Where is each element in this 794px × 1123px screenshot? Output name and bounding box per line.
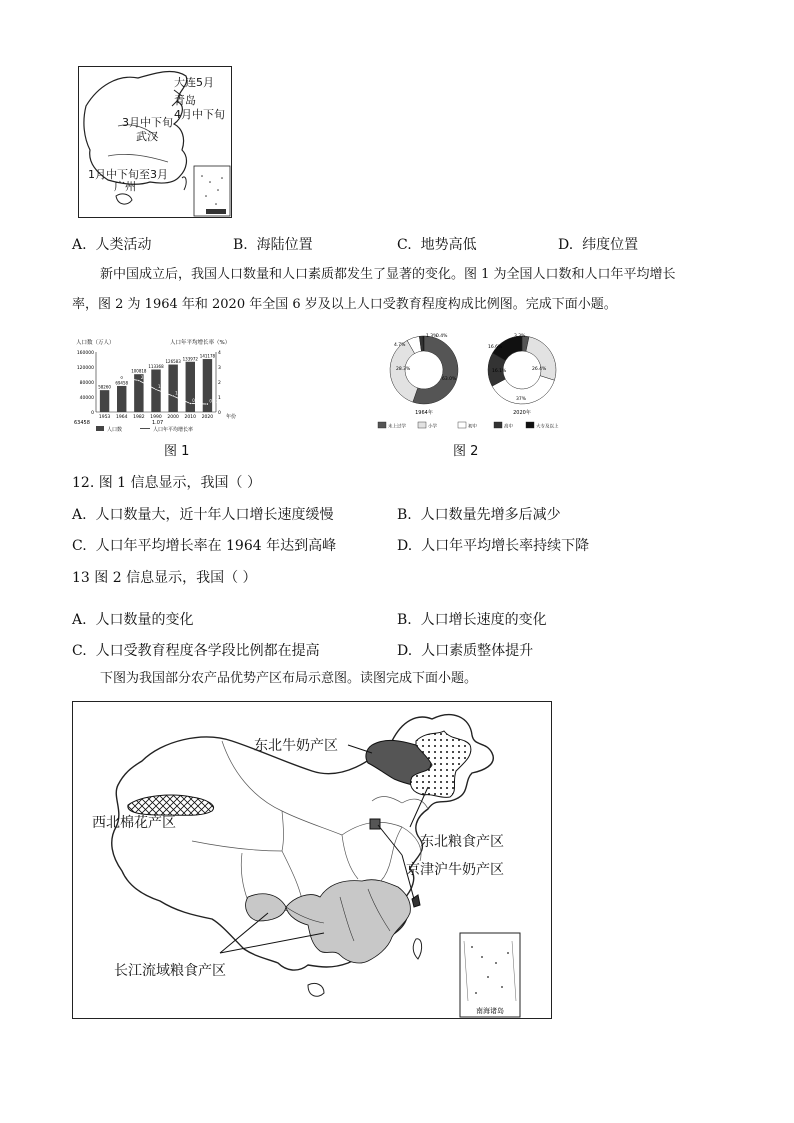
intro-1-line-2: 率，图 2 为 1964 年和 2020 年全国 6 岁及以上人口受教育程度构成比例图。完成下面小题。: [72, 297, 617, 312]
fig2-legend-swatch: [458, 422, 466, 428]
d2-vl-4: 16.6%: [488, 345, 503, 350]
fig1-category-label: 2000: [167, 415, 179, 420]
d1-vl-4: 63.0%: [442, 377, 457, 382]
top-map-label-wuhan-date: 3月中下旬: [122, 116, 173, 129]
q13-stem: 13 图 2 信息显示，我国（ ）: [72, 570, 257, 586]
top-map-label-guangzhou-date: 1月中下旬至3月: [88, 168, 168, 181]
fig1-left-tick: 80000: [79, 381, 94, 386]
top-map: [78, 66, 232, 218]
q12-option-b[interactable]: B. 人口数量先增多后减少: [397, 507, 561, 523]
q12-option-c[interactable]: C. 人口年平均增长率在 1964 年达到高峰: [72, 538, 337, 554]
d1-vl-2: 4.7%: [394, 343, 406, 348]
d1-vl-0: 1.3%: [426, 334, 438, 339]
q11-option-a[interactable]: A. 人类活动: [72, 237, 152, 253]
label-northeast-grain: 东北粮食产区: [420, 834, 504, 850]
fig1-y-left-label: 人口数（万人）: [76, 340, 115, 346]
q11-option-b[interactable]: B. 海陆位置: [233, 237, 313, 253]
fig1-bar-label: 133972: [182, 356, 198, 362]
fig1-rate-point: [121, 377, 123, 379]
figure-1: [74, 334, 240, 434]
south-china-sea-inset: [460, 933, 520, 1017]
fig1-right-tick: 3: [218, 366, 221, 371]
fig1-left-tick: 120000: [76, 366, 94, 371]
top-map-label-wuhan: 武汉: [136, 130, 158, 143]
top-map-label-qingdao: 青岛: [174, 94, 196, 107]
figure-1-chart: [74, 334, 240, 434]
fig1-right-tick: 2: [218, 381, 221, 386]
fig1-bar: [168, 365, 177, 412]
fig1-rate-point: [155, 389, 157, 391]
q13-option-c[interactable]: C. 人口受教育程度各学段比例都在提高: [72, 643, 320, 659]
fig1-category-label: 2020: [201, 415, 214, 420]
d2-vl-3: 16.1%: [492, 369, 507, 374]
fig1-x-unit: 年份: [226, 414, 237, 420]
fig1-rate-point: [172, 395, 174, 397]
label-yangtze-grain: 长江流域粮食产区: [114, 963, 226, 979]
fig2-legend-swatch: [526, 422, 534, 428]
label-northeast-milk: 东北牛奶产区: [254, 738, 338, 754]
d1-vl-3: 28.3%: [396, 367, 411, 372]
fig1-rate-point: [138, 380, 140, 382]
fig1-right-tick: 0: [218, 411, 221, 416]
fig1-rate-label: 1.07: [175, 390, 185, 396]
fig1-y-right-label: 人口年平均增长率（%）: [170, 340, 231, 346]
fig1-bar-label: 58260: [98, 384, 111, 390]
fig1-rate-label: 2.1: [140, 375, 148, 380]
bottom-map: [72, 701, 552, 1019]
fig1-bar-label: 69458: [115, 380, 129, 386]
fig2-legend-label: 高中: [504, 424, 513, 430]
fig2-legend-label: 初中: [468, 424, 477, 430]
fig1-category-label: 1982: [133, 415, 145, 420]
fig2-legend-label: 未上过学: [388, 424, 406, 430]
fig1-category-label: 2010: [184, 415, 197, 420]
fig1-rate-label: 0.53: [209, 398, 219, 404]
figure-2: [374, 328, 574, 436]
donut-slice: [423, 336, 424, 351]
d2-vl-2: 37%: [516, 397, 527, 402]
fig1-category-label: 1953: [98, 415, 111, 420]
q11-option-c[interactable]: C. 地势高低: [397, 237, 477, 253]
south-china-sea-label: 南海诸岛: [476, 1007, 504, 1015]
fig1-rate-label: 2.3: [123, 372, 131, 377]
fig1-category-label: 1990: [150, 415, 162, 420]
fig2-legend-swatch: [418, 422, 426, 428]
fig1-left-tick: 0: [91, 411, 94, 416]
figure-2-caption: 图 2: [453, 444, 479, 459]
fig1-rate-label: 0.57: [192, 397, 202, 403]
fig2-legend-label: 小学: [428, 424, 437, 430]
d2-vl-1: 26.4%: [532, 367, 547, 372]
fig1-right-tick: 4: [218, 351, 221, 356]
fig2-legend-label: 大专及以上: [536, 424, 559, 430]
figure-1-caption: 图 1: [164, 444, 190, 459]
fig1-bar-label: 141178: [199, 353, 216, 359]
figure-2-chart: [374, 328, 574, 436]
q13-option-d[interactable]: D. 人口素质整体提升: [397, 643, 534, 659]
q12-option-a[interactable]: A. 人口数量大，近十年人口增长速度缓慢: [72, 507, 334, 523]
top-map-label-qingdao-date: 4月中下旬: [174, 108, 225, 121]
fig1-legend-bar-swatch: [96, 426, 104, 431]
fig1-category-label: 1964: [115, 415, 128, 420]
fig1-legend-bar: 人口数: [107, 427, 123, 433]
donut-2020-label: 2020年: [513, 410, 531, 416]
fig1-bar: [100, 390, 109, 412]
fig2-legend-swatch: [378, 422, 386, 428]
fig1-bar: [117, 386, 126, 412]
intro-1-line-1: 新中国成立后，我国人口数量和人口素质都发生了显著的变化。图 1 为全国人口数和人口年平均增长: [100, 267, 676, 282]
d2-vl-0: 3.3%: [514, 334, 526, 339]
fig1-below-label-0: 63458: [74, 420, 90, 426]
q13-option-b[interactable]: B. 人口增长速度的变化: [397, 612, 547, 628]
label-jingjinhu-milk: 京津沪牛奶产区: [406, 862, 504, 878]
fig1-bar-label: 113368: [148, 363, 164, 369]
q13-option-a[interactable]: A. 人口数量的变化: [72, 612, 194, 628]
label-northwest-cotton: 西北棉花产区: [92, 815, 176, 831]
fig1-legend-line: 人口年平均增长率: [153, 427, 194, 433]
fig2-legend: [378, 422, 559, 430]
fig2-legend-swatch: [494, 422, 502, 428]
top-map-label-dalian: 大连5月: [174, 76, 214, 89]
intro-paragraph-1: [72, 260, 732, 320]
fig1-right-tick: 1: [218, 396, 221, 401]
fig1-left-tick: 160000: [76, 351, 94, 356]
fig1-rate-point: [206, 403, 208, 405]
fig1-left-tick: 40000: [79, 396, 94, 401]
donut-1964-label: 1964年: [415, 410, 433, 416]
jingjinhu-milk-beijing: [370, 819, 380, 829]
q11-option-d[interactable]: D. 纬度位置: [558, 237, 639, 253]
fig1-rate-point: [189, 402, 191, 404]
top-map-label-guangzhou: 广州: [114, 180, 136, 193]
fig1-bar-label: 100818: [131, 368, 147, 374]
d1-vl-1: 0.4%: [436, 334, 448, 339]
intro-paragraph-2: 下图为我国部分农产品优势产区布局示意图。读图完成下面小题。: [100, 671, 478, 686]
fig1-bar-label: 126583: [165, 359, 181, 365]
q12-option-d[interactable]: D. 人口年平均增长率持续下降: [397, 538, 590, 554]
q12-stem: 12. 图 1 信息显示，我国（ ）: [72, 475, 261, 491]
donut-slice: [526, 337, 556, 381]
fig1-below-label-1: 1.07: [152, 420, 164, 426]
fig1-rate-label: 1.5: [158, 384, 165, 389]
